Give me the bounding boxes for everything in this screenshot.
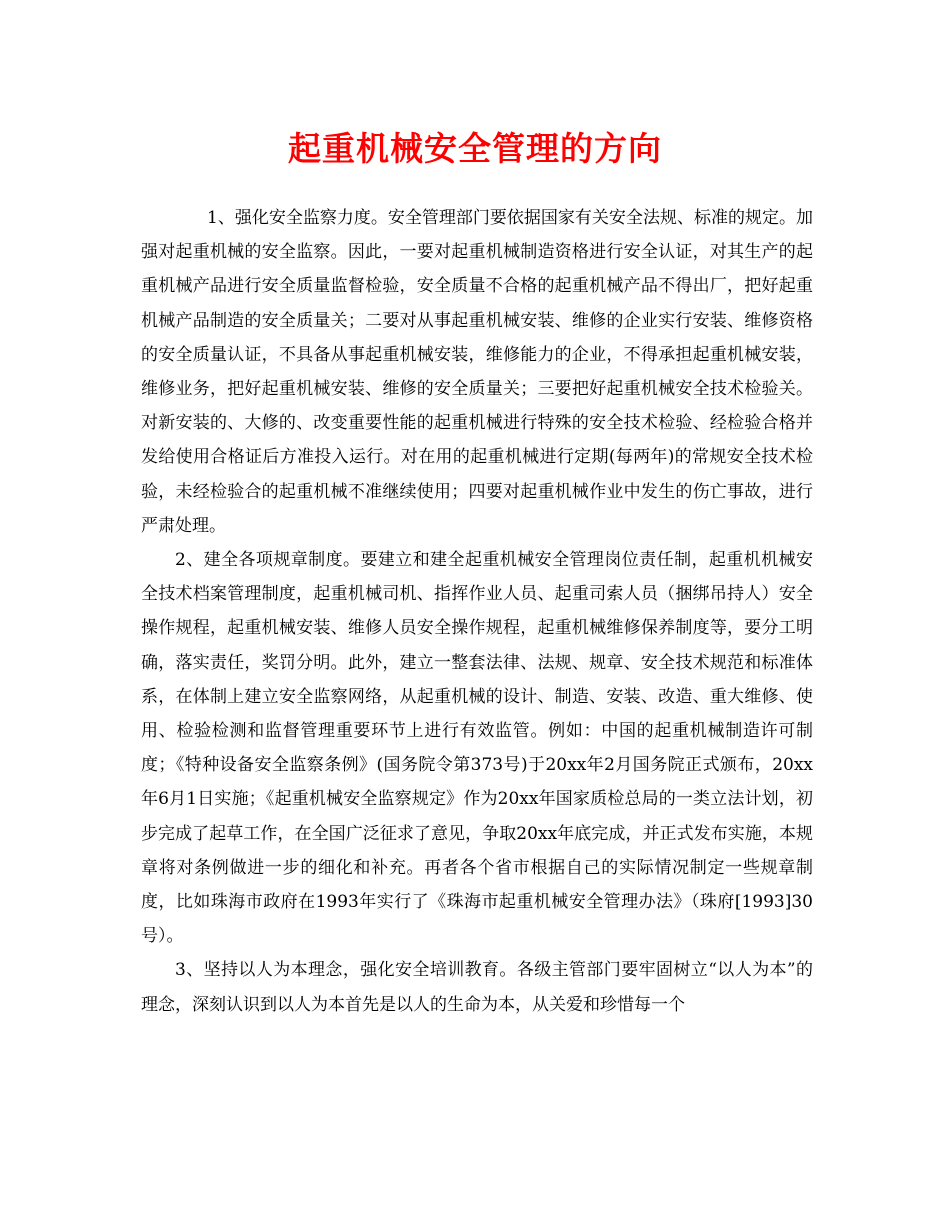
paragraph-1: 1、强化安全监察力度。安全管理部门要依据国家有关安全法规、标准的规定。加强对起重机械的安全监察。因此，一要对起重机械制造资格进行安全认证，对其生产的起重机械产品进行安全质量监督检验，安全质量不合格的起重机械产品不得出厂，把好起重机械产品制造的安全质量关；二要对从事起重机械安装、维修的企业实行安装、维修资格的安全质量认证，不具备从事起重机械安装，维修能力的企业，不得承担起重机械安装，维修业务，把好起重机械安装、维修的安全质量关；三要把好起重机械安全技术检验关。对新安装的、大修的、改变重要性能的起重机械进行特殊的安全技术检验、经检验合格并发给使用合格证后方准投入运行。对在用的起重机械进行定期(每两年)的常规安全技术检验，未经检验合的起重机械不准继续使用；四要对起重机械作业中发生的伤亡事故，进行严肃处理。 [141, 208, 813, 536]
paragraph-3: 3、坚持以人为本理念，强化安全培训教育。各级主管部门要牢固树立“以人为本”的理念，深刻认识到以人为本首先是以人的生命为本，从关爱和珍惜每一个 [141, 960, 813, 1015]
document-title: 起重机械安全管理的方向 [288, 129, 662, 168]
document-body [141, 201, 813, 1022]
paragraph-2: 2、建全各项规章制度。要建立和建全起重机械安全管理岗位责任制，起重机机械安全技术档案管理制度，起重机械司机、指挥作业人员、起重司索人员（捆绑吊持人）安全操作规程，起重机械安装、维修人员安全操作规程，起重机械维修保养制度等，要分工明确，落实责任，奖罚分明。此外，建立一整套法律、法规、规章、安全技术规范和标准体系，在体制上建立安全监察网络，从起重机械的设计、制造、安装、改造、重大维修、使用、检验检测和监督管理重要环节上进行有效监管。例如：中国的起重机械制造许可制度；《特种设备安全监察条例》(国务院令第373号)于20xx年2月国务院正式颁布，20xx年6月1日实施；《起重机械安全监察规定》作为20xx年国家质检总局的一类立法计划，初步完成了起草工作，在全国广泛征求了意见，争取20xx年底完成，并正式发布实施，本规章将对条例做进一步的细化和补充。再者各个省市根据自己的实际情况制定一些规章制度，比如珠海市政府在1993年实行了《珠海市起重机械安全管理办法》（珠府[1993]30号）。 [141, 550, 813, 947]
